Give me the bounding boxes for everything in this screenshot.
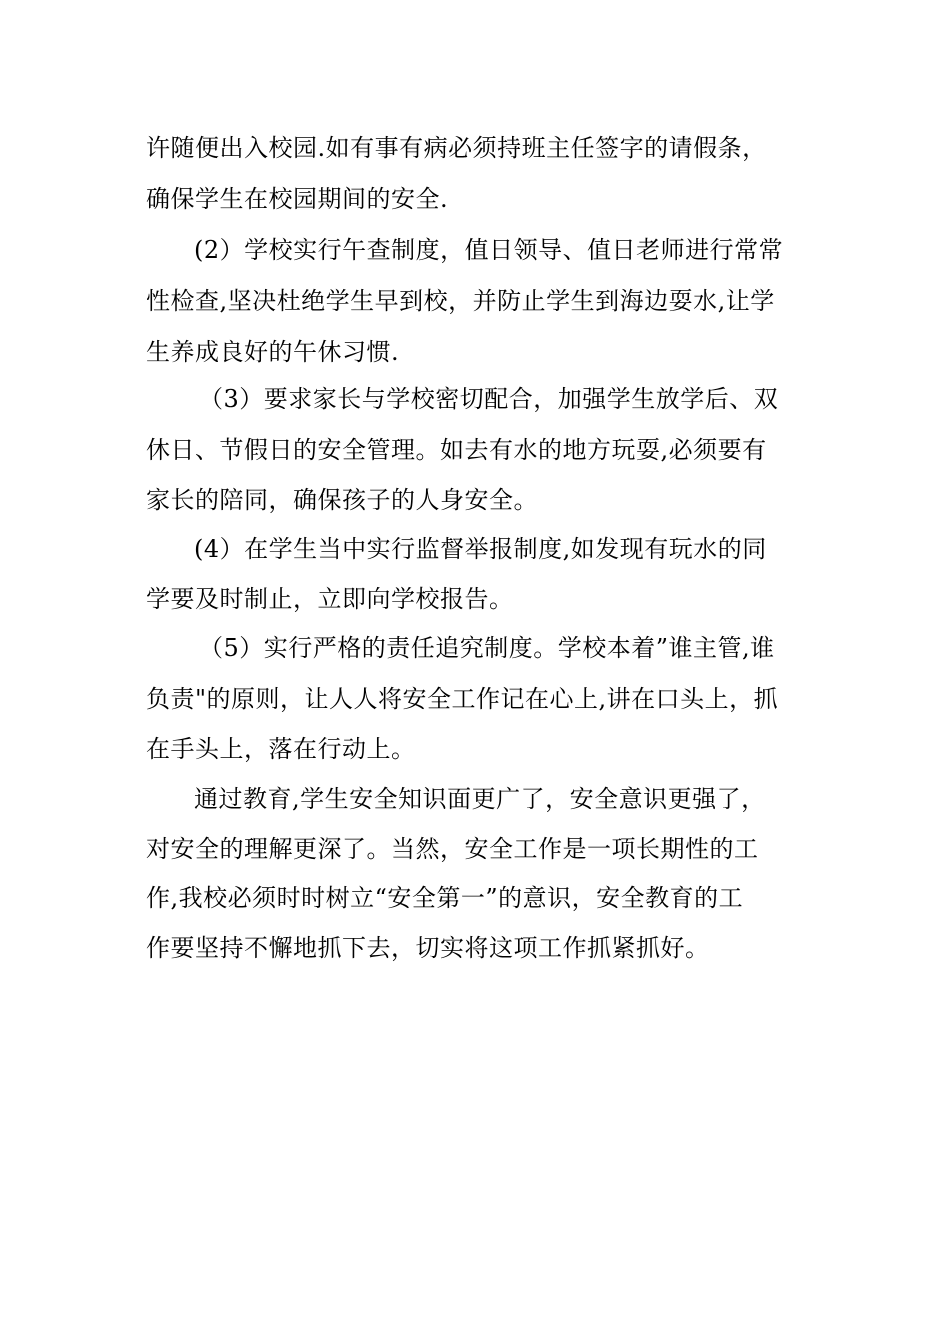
- paragraph-4-start: (4）在学生当中实行监督举报制度,如发现有玩水的同: [194, 535, 767, 563]
- paragraph-6-start: 通过教育,学生安全知识面更广了，安全意识更强了，: [194, 785, 766, 813]
- text-line: 许随便出入校园.如有事有病必须持班主任签字的请假条，: [146, 134, 767, 162]
- paragraph-5-start: （5）实行严格的责任追究制度。学校本着”谁主管,谁: [199, 634, 775, 662]
- text-line: 确保学生在校园期间的安全.: [146, 185, 449, 213]
- text-line: 负责"的原则，让人人将安全工作记在心上,讲在口头上，抓: [146, 685, 779, 713]
- text-line: 生养成良好的午休习惯.: [146, 338, 400, 366]
- text-line: 在手头上，落在行动上。: [146, 735, 416, 763]
- text-line: 性检查,坚决杜绝学生早到校，并防止学生到海边耍水,让学: [146, 287, 775, 315]
- text-line: 对安全的理解更深了。当然，安全工作是一项长期性的工: [146, 835, 759, 863]
- text-line: 作要坚持不懈地抓下去，切实将这项工作抓紧抓好。: [146, 934, 710, 962]
- paragraph-2-start: (2）学校实行午查制度，值日领导、值日老师进行常常: [194, 236, 784, 264]
- text-line: 学要及时制止，立即向学校报告。: [146, 585, 514, 613]
- text-line: 作,我校必须时时树立“安全第一”的意识，安全教育的工: [146, 884, 744, 912]
- paragraph-3-start: （3）要求家长与学校密切配合，加强学生放学后、双: [199, 385, 779, 413]
- text-line: 家长的陪同，确保孩子的人身安全。: [146, 486, 538, 514]
- text-line: 休日、节假日的安全管理。如去有水的地方玩耍,必须要有: [146, 436, 767, 464]
